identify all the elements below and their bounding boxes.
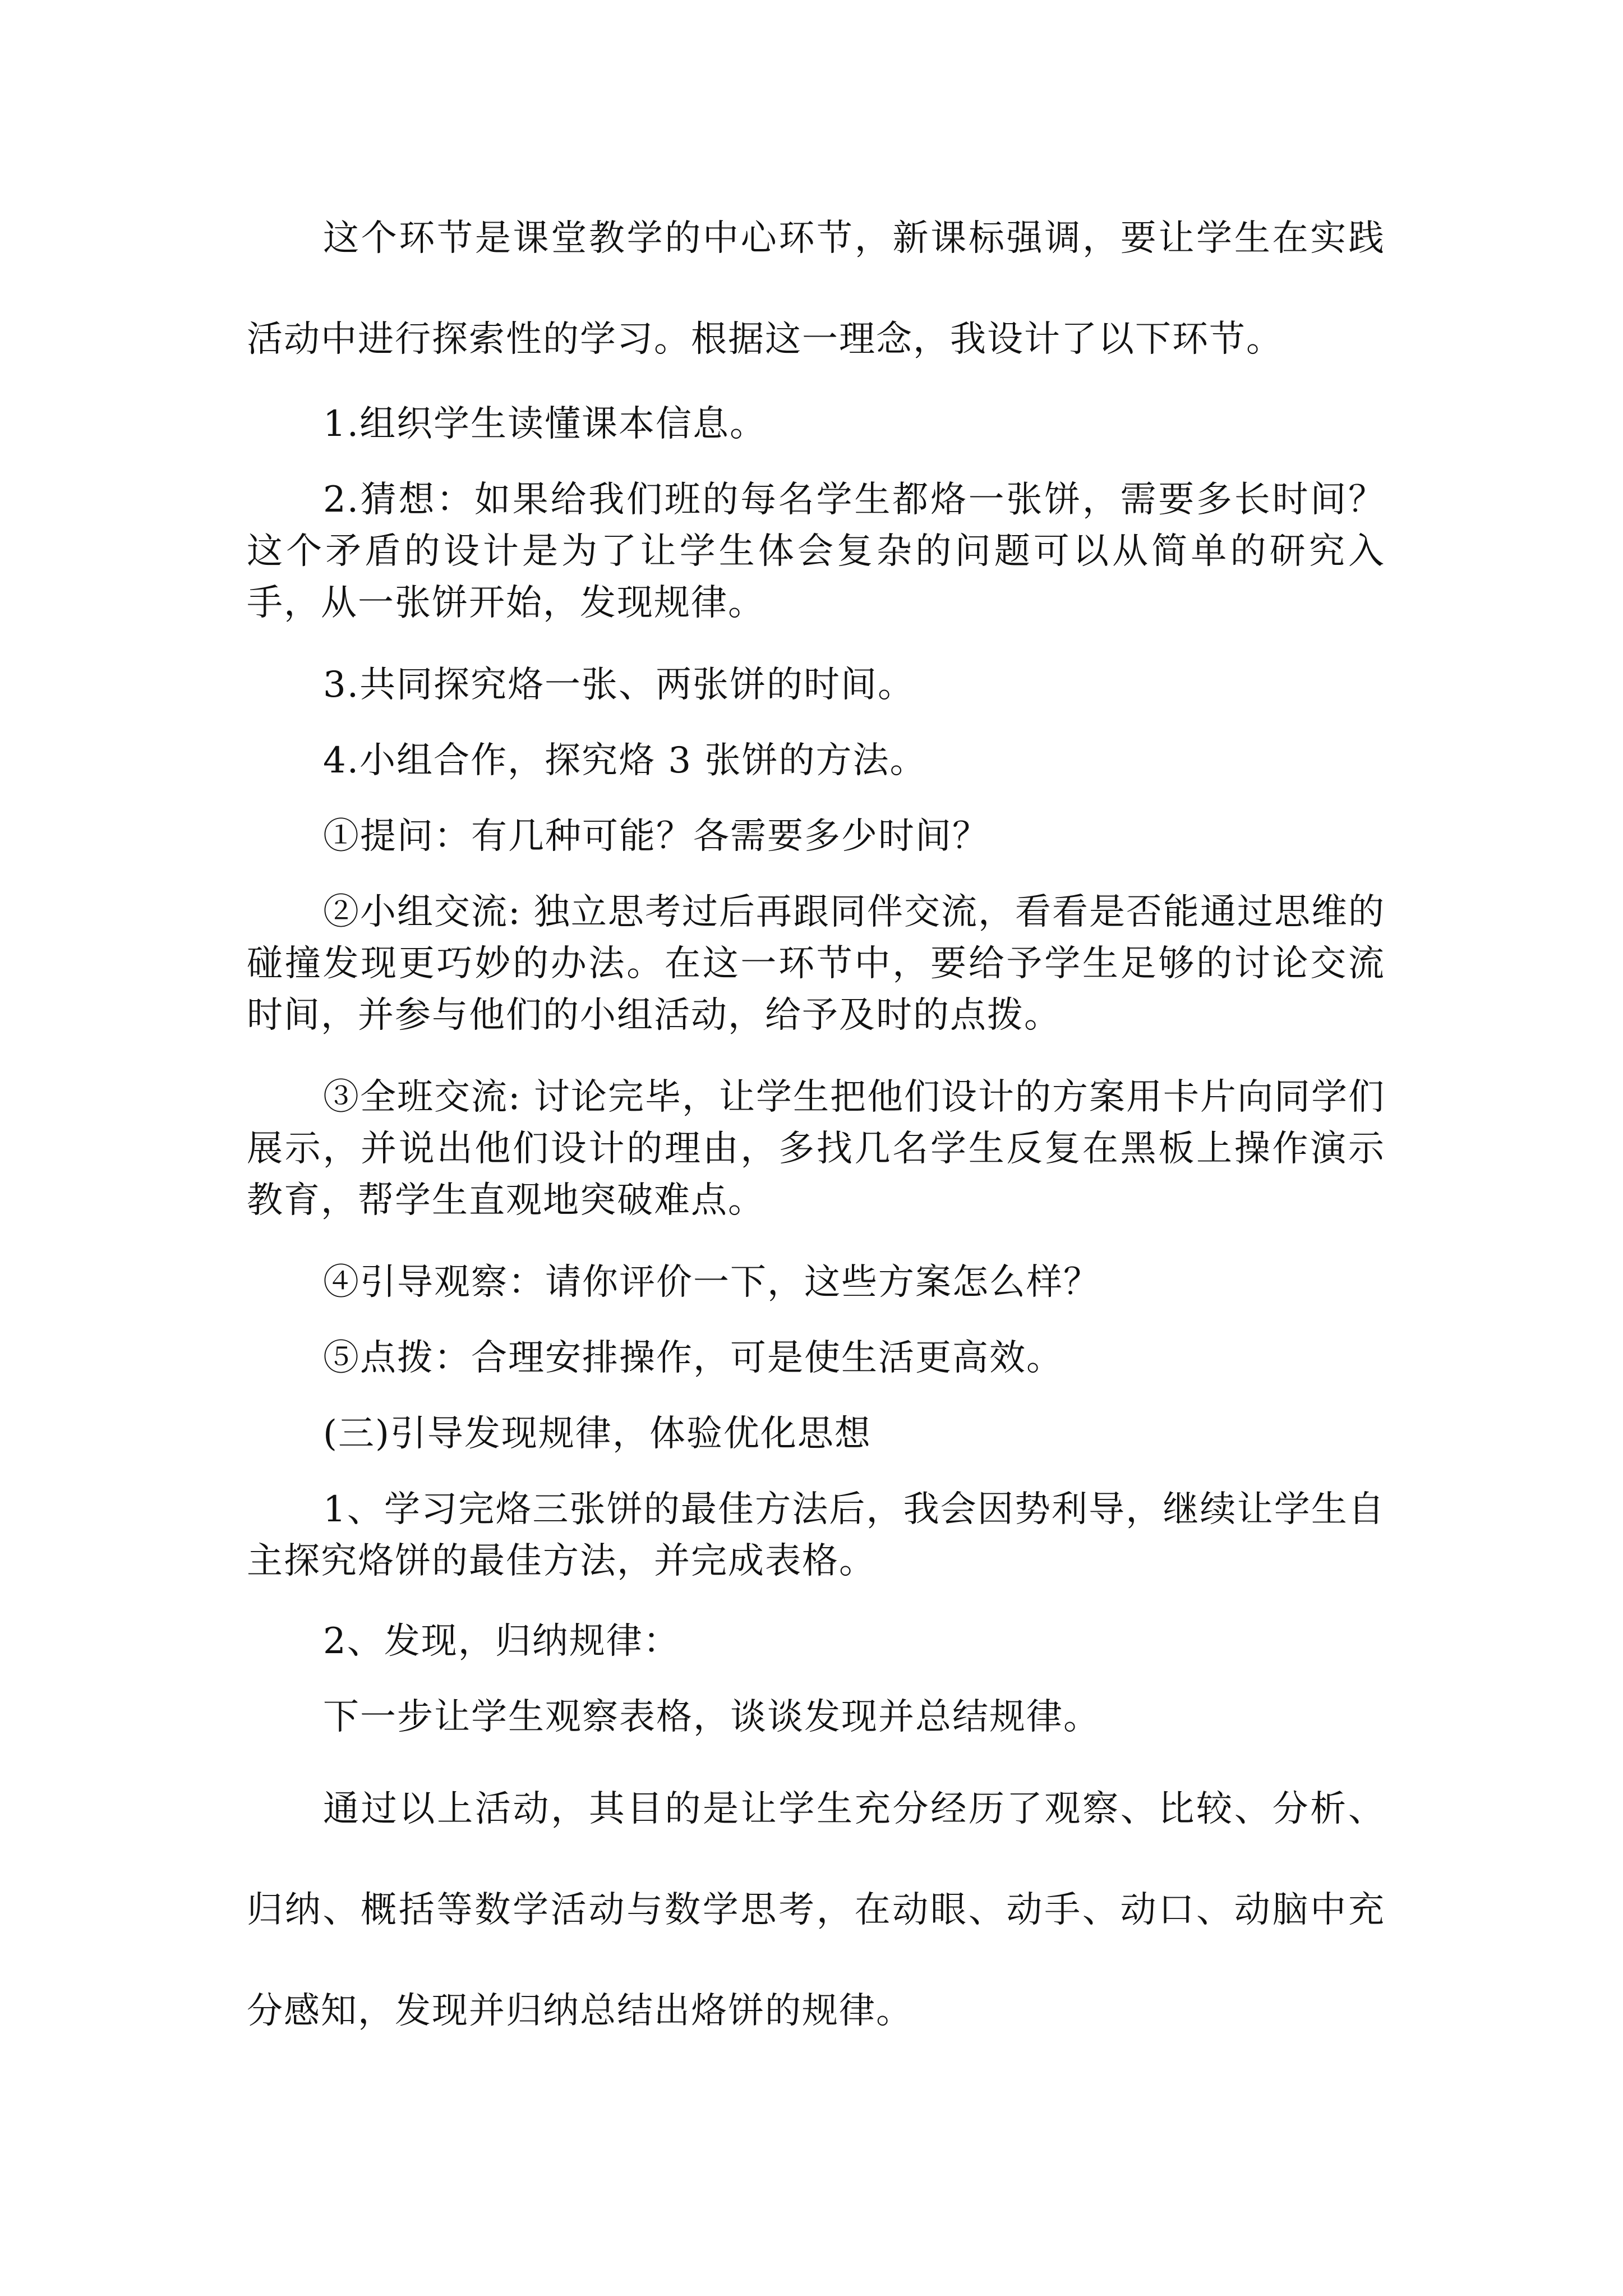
- paragraph-step-2: 2.猜想：如果给我们班的每名学生都烙一张饼，需要多长时间？这个矛盾的设计是为了让学生体会复杂的问题可以从简单的研究入手，从一张饼开始，发现规律。: [247, 479, 1385, 624]
- paragraph-question: ①提问：有几种可能？各需要多少时间？: [323, 816, 989, 857]
- paragraph-sub-1: 1、学习完烙三张饼的最佳方法后，我会因势利导，继续让学生自主探究烙饼的最佳方法，并完成表格。: [247, 1489, 1385, 1582]
- paragraph-group-discussion: ②小组交流: 独立思考过后再跟同伴交流，看看是否能通过思维的碰撞发现更巧妙的办法。在这一环节中，要给予学生足够的讨论交流时间，并参与他们的小组活动，给予及时的点拨。: [247, 891, 1385, 1036]
- paragraph-observation: ④引导观察：请你评价一下，这些方案怎么样？: [323, 1262, 1100, 1303]
- paragraph-step-3: 3.共同探究烙一张、两张饼的时间。: [323, 664, 915, 706]
- paragraph-summary: 通过以上活动，其目的是让学生充分经历了观察、比较、分析、归纳、概括等数学活动与数学思考，在动眼、动手、动口、动脑中充分感知，发现并归纳总结出烙饼的规律。: [247, 1788, 1385, 2032]
- paragraph-class-discussion: ③全班交流: 讨论完毕，让学生把他们设计的方案用卡片向同学们展示，并说出他们设计的理由，多找几名学生反复在黑板上操作演示教育，帮学生直观地突破难点。: [247, 1076, 1385, 1221]
- paragraph-step-1: 1.组织学生读懂课本信息。: [323, 403, 767, 445]
- paragraph-guidance: ⑤点拨：合理安排操作，可是使生活更高效。: [323, 1337, 1063, 1379]
- paragraph-intro: 这个环节是课堂教学的中心环节，新课标强调，要让学生在实践活动中进行探索性的学习。根据这一理念，我设计了以下环节。: [247, 218, 1385, 360]
- paragraph-sub-2: 2、发现，归纳规律：: [323, 1621, 680, 1662]
- paragraph-step-4: 4.小组合作，探究烙 3 张饼的方法。: [323, 740, 927, 781]
- section-heading-3: (三)引导发现规律，体验优化思想: [323, 1413, 872, 1455]
- paragraph-next-step: 下一步让学生观察表格，谈谈发现并总结规律。: [323, 1696, 1100, 1738]
